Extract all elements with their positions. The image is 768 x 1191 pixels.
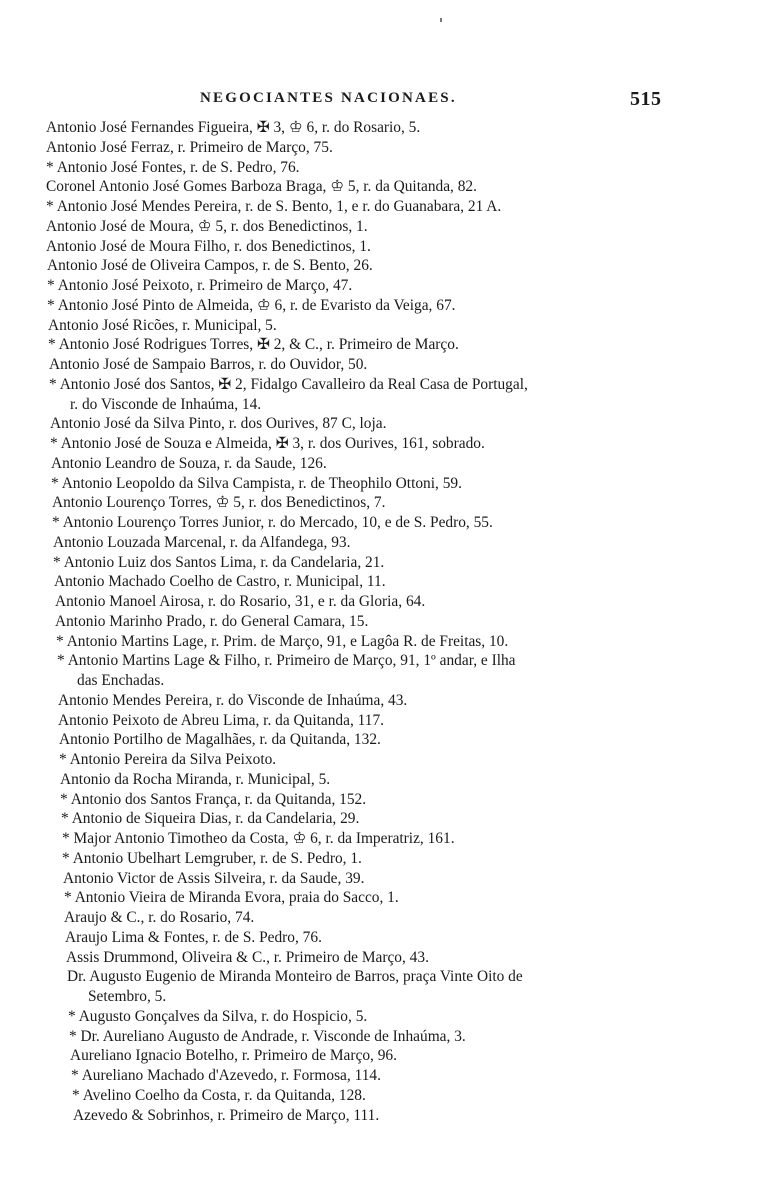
directory-entry	[0, 750, 768, 770]
directory-entry	[0, 1106, 768, 1126]
entry-text: Antonio José Ricões, r. Municipal, 5.	[48, 316, 277, 334]
directory-entry	[0, 296, 768, 316]
entry-text: * Antonio Martins Lage & Filho, r. Primeiro de Março, 91, 1º andar, e Ilha	[57, 652, 516, 670]
entry-text: Antonio José Fernandes Figueira, ✠ 3, ♔ 6, r. do Rosario, 5.	[46, 119, 421, 136]
entry-text: Antonio Machado Coelho de Castro, r. Municipal, 11.	[54, 573, 386, 591]
entry-text: * Antonio José de Souza e Almeida, ✠ 3, r. dos Ourives, 161, sobrado.	[50, 435, 485, 452]
directory-entry	[0, 355, 768, 375]
entry-text: * Antonio Pereira da Silva Peixoto.	[59, 751, 277, 768]
entry-text: Antonio Louzada Marcenal, r. da Alfandega, 93.	[53, 533, 351, 551]
directory-entry	[0, 414, 768, 434]
running-title: NEGOCIANTES NACIONAES.	[200, 90, 457, 106]
entry-text: * Major Antonio Timotheo da Costa, ♔ 6, r. da Imperatriz, 161.	[62, 830, 455, 847]
directory-entry	[0, 632, 768, 652]
directory-entry	[0, 217, 768, 237]
entry-text: Antonio Marinho Prado, r. do General Camara, 15.	[55, 612, 369, 630]
directory-entry	[0, 730, 768, 750]
entry-text: * Antonio José Rodrigues Torres, ✠ 2, & C., r. Primeiro de Março.	[48, 336, 459, 354]
entry-text: * Augusto Gonçalves da Silva, r. do Hospicio, 5.	[68, 1007, 368, 1025]
entry-text: Antonio José de Sampaio Barros, r. do Ouvidor, 50.	[49, 356, 368, 373]
directory-entry	[0, 177, 768, 197]
entry-text: Aureliano Ignacio Botelho, r. Primeiro de Março, 96.	[70, 1047, 397, 1065]
entry-text: Araujo Lima & Fontes, r. de S. Pedro, 76.	[65, 928, 322, 946]
entry-text: Antonio Victor de Assis Silveira, r. da Saude, 39.	[63, 869, 365, 887]
entry-text: Antonio José Ferraz, r. Primeiro de Março, 75.	[46, 138, 333, 156]
entry-text: * Antonio dos Santos França, r. da Quitanda, 152.	[60, 790, 367, 808]
entry-text: * Antonio José Peixoto, r. Primeiro de Março, 47.	[47, 277, 353, 294]
entry-text: * Antonio José Pinto de Almeida, ♔ 6, r. de Evaristo da Veiga, 67.	[47, 296, 456, 314]
directory-entry	[0, 928, 768, 948]
directory-entry	[0, 158, 768, 178]
entry-continuation: das Enchadas.	[77, 672, 165, 689]
entry-text: Azevedo & Sobrinhos, r. Primeiro de Março, 111.	[73, 1106, 380, 1124]
entry-text: Antonio José de Moura, ♔ 5, r. dos Benedictinos, 1.	[46, 217, 368, 235]
entry-text: * Antonio Leopoldo da Silva Campista, r. de Theophilo Ottoni, 59.	[51, 474, 462, 492]
entry-text: * Antonio de Siqueira Dias, r. da Candelaria, 29.	[61, 810, 360, 828]
directory-entry	[0, 375, 768, 415]
directory-entry	[0, 1086, 768, 1106]
entry-text: Antonio Lourenço Torres, ♔ 5, r. dos Benedictinos, 7.	[52, 494, 386, 512]
entry-text: * Antonio José dos Santos, ✠ 2, Fidalgo Cavalleiro da Real Casa de Portugal,	[49, 375, 528, 393]
entry-list	[0, 118, 768, 1125]
entry-text: Antonio Portilho de Magalhães, r. da Quitanda, 132.	[59, 731, 381, 749]
directory-entry	[0, 888, 768, 908]
entry-text: Dr. Augusto Eugenio de Miranda Monteiro de Barros, praça Vinte Oito de	[67, 968, 523, 986]
entry-text: * Antonio Vieira de Miranda Evora, praia do Sacco, 1.	[64, 889, 399, 907]
directory-entry	[0, 829, 768, 849]
directory-entry	[0, 553, 768, 573]
directory-entry	[0, 1046, 768, 1066]
directory-entry	[0, 1007, 768, 1027]
directory-entry	[0, 967, 768, 1007]
directory-entry	[0, 256, 768, 276]
directory-entry	[0, 651, 768, 691]
directory-entry	[0, 908, 768, 928]
directory-entry	[0, 948, 768, 968]
directory-entry	[0, 1066, 768, 1086]
entry-continuation: Setembro, 5.	[88, 988, 167, 1005]
directory-entry	[0, 770, 768, 790]
entry-continuation: r. do Visconde de Inhaúma, 14.	[70, 395, 262, 413]
entry-text: * Antonio Ubelhart Lemgruber, r. de S. Pedro, 1.	[62, 849, 362, 867]
directory-entry	[0, 276, 768, 296]
entry-text: * Avelino Coelho da Costa, r. da Quitanda, 128.	[72, 1086, 366, 1104]
entry-text: Antonio José de Moura Filho, r. dos Benedictinos, 1.	[46, 237, 371, 255]
directory-entry	[0, 1027, 768, 1047]
directory-entry	[0, 691, 768, 711]
directory-entry	[0, 237, 768, 257]
entry-text: * Antonio José Fontes, r. de S. Pedro, 76.	[46, 158, 300, 176]
entry-text: Antonio Peixoto de Abreu Lima, r. da Quitanda, 117.	[58, 711, 384, 729]
page-number: 515	[630, 88, 662, 110]
entry-text: Antonio José de Oliveira Campos, r. de S. Bento, 26.	[47, 257, 373, 275]
directory-entry	[0, 335, 768, 355]
entry-text: * Antonio Martins Lage, r. Prim. de Março, 91, e Lagôa R. de Freitas, 10.	[56, 632, 509, 650]
entry-text: Coronel Antonio José Gomes Barboza Braga, ♔ 5, r. da Quitanda, 82.	[46, 178, 477, 196]
directory-entry	[0, 513, 768, 533]
directory-entry	[0, 592, 768, 612]
directory-entry	[0, 434, 768, 454]
directory-entry	[0, 138, 768, 158]
entry-text: Assis Drummond, Oliveira & C., r. Primeiro de Março, 43.	[66, 948, 429, 966]
directory-entry	[0, 849, 768, 869]
entry-text: Antonio da Rocha Miranda, r. Municipal, 5.	[60, 770, 331, 788]
page-header	[0, 88, 768, 114]
directory-entry	[0, 493, 768, 513]
directory-entry	[0, 197, 768, 217]
entry-text: Antonio Mendes Pereira, r. do Visconde de Inhaúma, 43.	[58, 691, 408, 709]
directory-entry	[0, 612, 768, 632]
directory-entry	[0, 809, 768, 829]
directory-entry	[0, 533, 768, 553]
directory-entry	[0, 711, 768, 731]
entry-text: * Antonio Luiz dos Santos Lima, r. da Candelaria, 21.	[53, 553, 385, 571]
print-speck	[440, 18, 442, 22]
directory-entry	[0, 474, 768, 494]
directory-entry	[0, 790, 768, 810]
directory-entry	[0, 454, 768, 474]
entry-text: Antonio Manoel Airosa, r. do Rosario, 31, e r. da Gloria, 64.	[55, 593, 426, 610]
entry-text: Antonio José da Silva Pinto, r. dos Ourives, 87 C, loja.	[50, 415, 387, 433]
entry-text: * Antonio Lourenço Torres Junior, r. do Mercado, 10, e de S. Pedro, 55.	[52, 514, 493, 531]
entry-text: Antonio Leandro de Souza, r. da Saude, 126.	[51, 454, 327, 472]
entry-text: Araujo & C., r. do Rosario, 74.	[64, 909, 255, 926]
entry-text: * Antonio José Mendes Pereira, r. de S. Bento, 1, e r. do Guanabara, 21 A.	[46, 198, 502, 215]
directory-entry	[0, 869, 768, 889]
entry-text: * Dr. Aureliano Augusto de Andrade, r. Visconde de Inhaúma, 3.	[69, 1027, 466, 1045]
directory-entry	[0, 572, 768, 592]
entry-text: * Aureliano Machado d'Azevedo, r. Formosa, 114.	[71, 1067, 381, 1084]
directory-entry	[0, 118, 768, 138]
directory-entry	[0, 316, 768, 336]
